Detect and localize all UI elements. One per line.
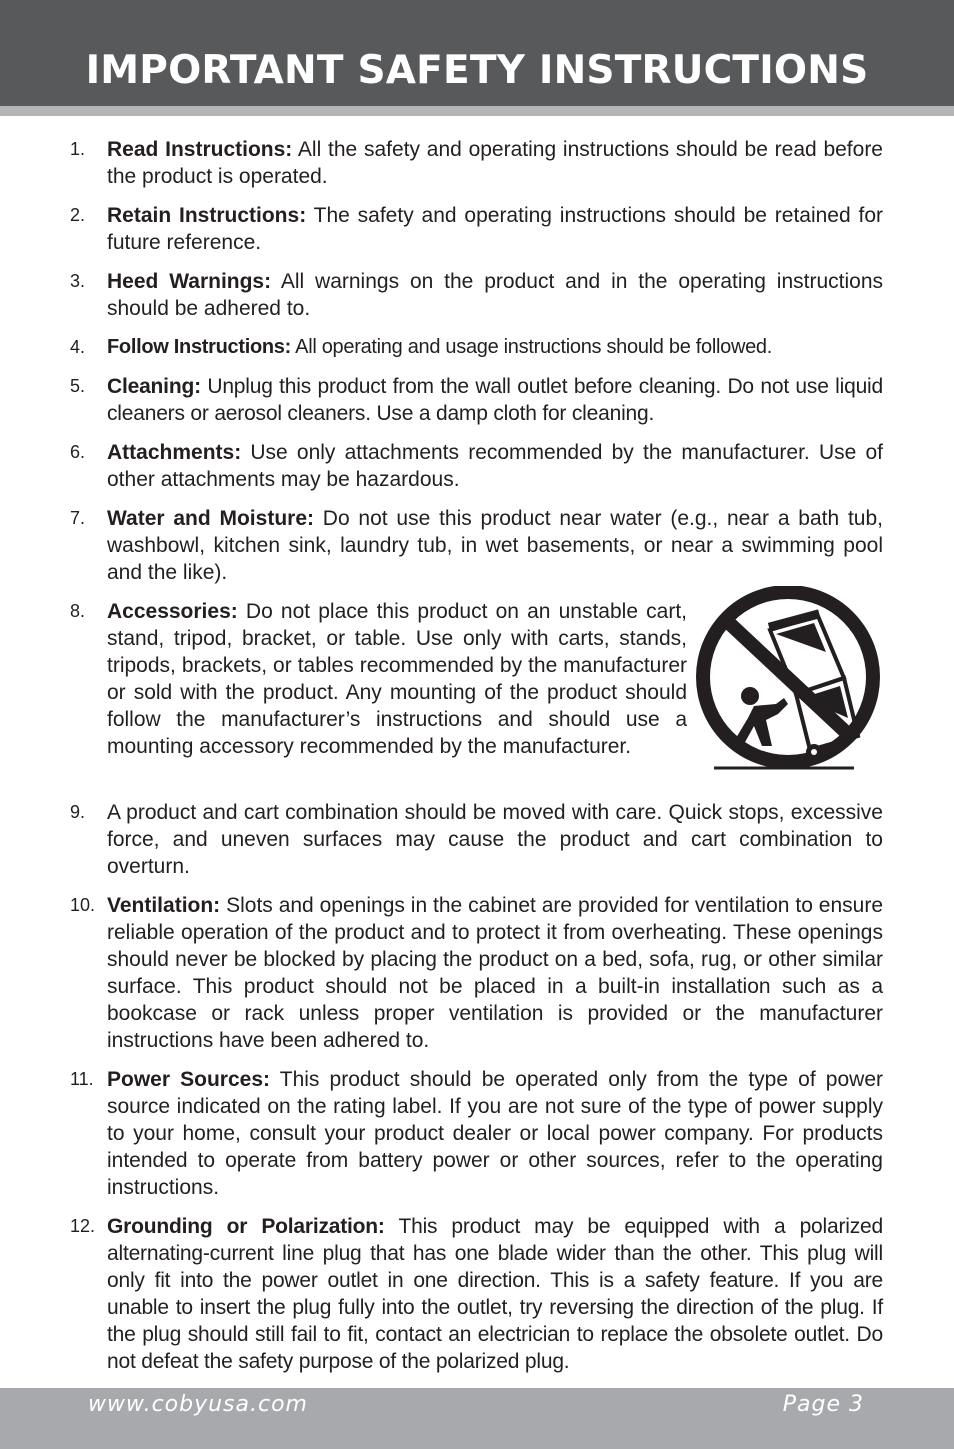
item-number: 4.	[70, 337, 86, 357]
item-text: A product and cart combination should be moved with care. Quick stops, excessive force, and uneven surfaces may cause the product and cart combination to overturn.	[107, 801, 883, 878]
instruction-item-12	[70, 1213, 883, 1375]
instruction-item-7	[70, 505, 883, 586]
item-text: This product may be equipped with a polarized alternating-current line plug that has one blade wider than the other. This plug will only fit into the power outlet in one direction. This is a safety feature. If you are unable to insert the plug fully into the outlet, try reversing the direction of the plug. If the plug should still fail to fit, contact an electrician to replace the obsolete outlet. Do not defeat the safety purpose of the polarized plug.	[107, 1215, 883, 1373]
cart-tip-over-warning-icon	[692, 586, 884, 776]
instruction-item-4	[70, 334, 883, 361]
item-term: Retain Instructions:	[107, 204, 307, 227]
instruction-item-3	[70, 268, 883, 322]
item-text: Unplug this product from the wall outlet before cleaning. Do not use liquid cleaners or aerosol cleaners. Use a damp cloth for cleaning.	[107, 375, 883, 425]
instruction-item-1	[70, 136, 883, 190]
item-term: Cleaning:	[107, 375, 201, 398]
instruction-item-9	[70, 799, 883, 880]
item-number: 7.	[70, 508, 86, 528]
page-number: Page 3	[782, 1392, 864, 1417]
item-number: 11.	[70, 1069, 94, 1089]
item-term: Attachments:	[107, 441, 242, 464]
item-text: The safety and operating instructions should be retained for future reference.	[107, 204, 883, 254]
item-number: 2.	[70, 205, 86, 225]
item-number: 1.	[70, 139, 86, 159]
instruction-item-10	[70, 892, 883, 1054]
item-number: 8.	[70, 601, 86, 621]
footer-url-link[interactable]: www.cobyusa.com	[88, 1392, 308, 1417]
instruction-item-5	[70, 373, 883, 427]
item-term: Accessories:	[107, 600, 238, 623]
item-text: Use only attachments recommended by the manufacturer. Use of other attachments may be hazardous.	[107, 441, 883, 491]
item-number: 5.	[70, 376, 86, 396]
item-number: 6.	[70, 442, 86, 462]
page-title: IMPORTANT SAFETY INSTRUCTIONS	[85, 48, 869, 93]
item-text: Do not place this product on an unstable cart, stand, tripod, bracket, or table. Use only with carts, stands, tripods, brackets, or tables recommended by the manufacturer or sold with the product. Any mounting of the product should follow the manufacturer’s instructions and should use a mounting accessory recommended by the manufacturer.	[107, 600, 687, 758]
instruction-item-11	[70, 1066, 883, 1201]
item-text: All the safety and operating instructions should be read before the product is operated.	[107, 138, 883, 188]
item-text: All operating and usage instructions should be followed.	[291, 336, 773, 358]
item-term: Heed Warnings:	[107, 270, 272, 293]
item-term: Grounding or Polarization:	[107, 1215, 385, 1238]
item-term: Follow Instructions:	[107, 336, 291, 358]
header-stripe	[0, 106, 954, 116]
item-term: Water and Moisture:	[107, 507, 314, 530]
item-text: Do not use this product near water (e.g., near a bath tub, washbowl, kitchen sink, laundry tub, in wet basements, or near a swimming pool and the like).	[107, 507, 883, 584]
item-term: Power Sources:	[107, 1068, 271, 1091]
item-term: Read Instructions:	[107, 138, 293, 161]
item-text: This product should be operated only from the type of power source indicated on the rating label. If you are not sure of the type of power supply to your home, consult your product dealer or local power company. For products intended to operate from battery power or other sources, refer to the operating instructions.	[107, 1068, 883, 1199]
instruction-item-2	[70, 202, 883, 256]
item-number: 3.	[70, 271, 86, 291]
item-term: Ventilation:	[107, 894, 221, 917]
item-number: 9.	[70, 802, 86, 822]
instruction-item-6	[70, 439, 883, 493]
item-text: Slots and openings in the cabinet are provided for ventilation to ensure reliable operation of the product and to protect it from overheating. These openings should never be blocked by placing the product on a bed, sofa, rug, or other similar surface. This product should not be placed in a built-in installation such as a bookcase or rack unless proper ventilation is provided or the manufacturer instructions have been adhered to.	[107, 894, 883, 1052]
item-number: 10.	[70, 895, 96, 915]
item-text: All warnings on the product and in the operating instructions should be adhered to.	[107, 270, 883, 320]
item-number: 12.	[70, 1216, 96, 1236]
